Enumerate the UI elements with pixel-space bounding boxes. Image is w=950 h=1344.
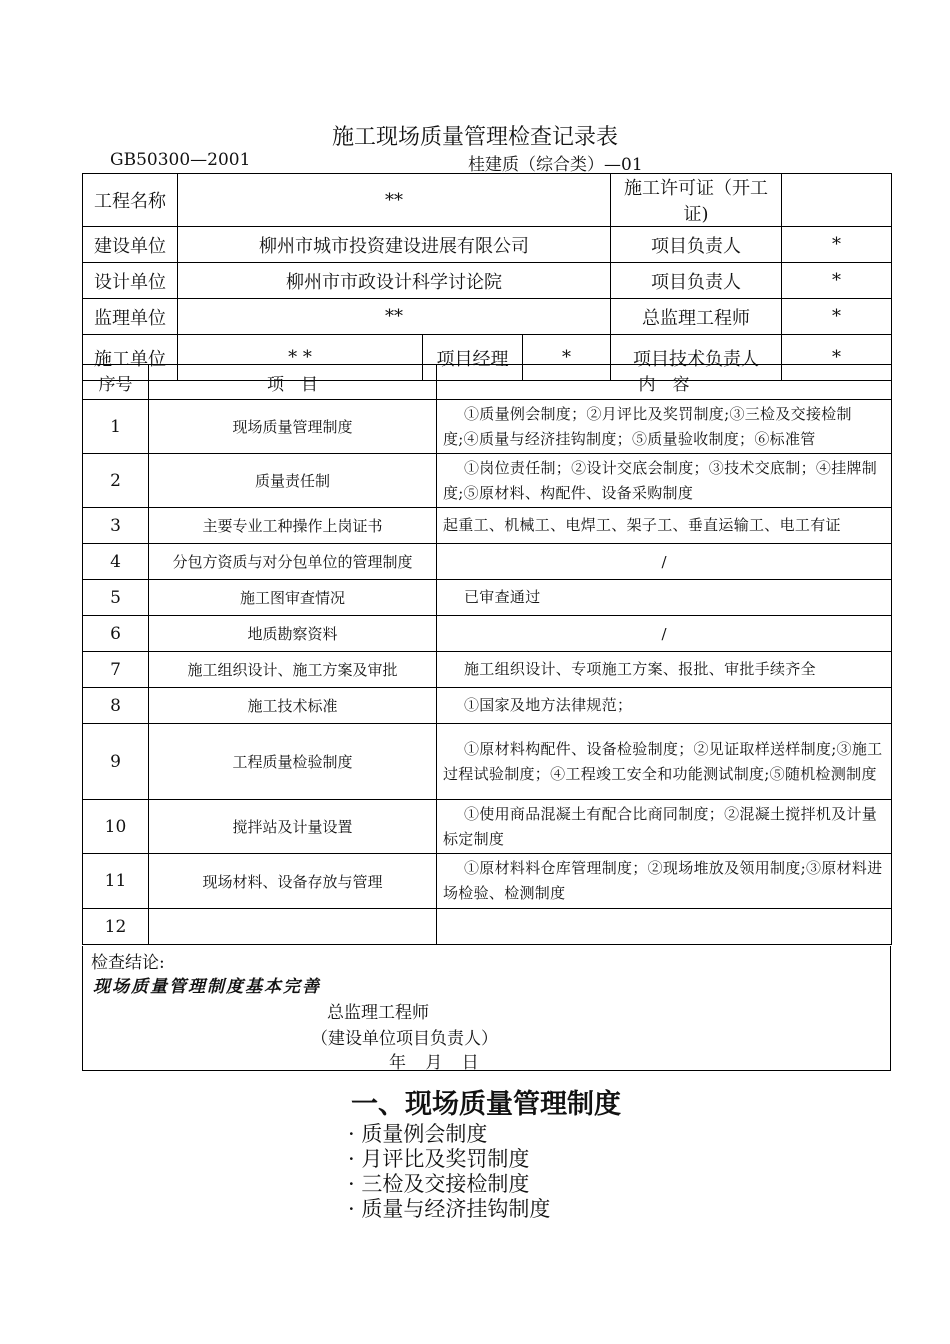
- info-value: *: [782, 299, 892, 335]
- info-label: 总监理工程师: [611, 299, 782, 335]
- info-value: *: [782, 335, 892, 381]
- header-number: 序号: [83, 365, 149, 400]
- row-content: /: [437, 616, 892, 652]
- info-row: [83, 174, 892, 227]
- row-number: 9: [83, 724, 149, 800]
- header-content: 内 容: [437, 365, 892, 400]
- info-value: *: [782, 227, 892, 263]
- row-number: 11: [83, 854, 149, 909]
- project-info-table: [82, 173, 892, 381]
- standard-code: GB50300—2001: [110, 150, 251, 170]
- info-row: [83, 227, 892, 263]
- row-item: 施工图审查情况: [149, 580, 437, 616]
- info-value: 柳州市市政设计科学讨论院: [178, 263, 611, 299]
- info-label: 项目负责人: [611, 263, 782, 299]
- row-content: 已审查通过: [437, 580, 892, 616]
- table-row: [83, 616, 892, 652]
- document-title: 施工现场质量管理检查记录表: [331, 125, 618, 150]
- row-item: 质量责任制: [149, 454, 437, 508]
- info-label: 监理单位: [83, 299, 178, 335]
- row-content: ①质量例会制度；②月评比及奖罚制度;③三检及交接检制度;④质量与经济挂钩制度；⑤质量验收制度；⑥标准管: [437, 400, 892, 454]
- row-number: 3: [83, 508, 149, 544]
- row-number: 8: [83, 688, 149, 724]
- row-number: 1: [83, 400, 149, 454]
- info-label: 建设单位: [83, 227, 178, 263]
- row-content: 起重工、机械工、电焊工、架子工、垂直运输工、电工有证: [437, 508, 892, 544]
- row-item: [149, 909, 437, 945]
- table-row: [83, 800, 892, 854]
- inspection-items-table: [82, 364, 892, 945]
- list-item: · 质量例会制度: [348, 1122, 488, 1146]
- row-content: ①使用商品混凝土有配合比商同制度；②混凝土搅拌机及计量标定制度: [437, 800, 892, 854]
- row-content: /: [437, 544, 892, 580]
- row-item: 主要专业工种操作上岗证书: [149, 508, 437, 544]
- row-content: ①原材料料仓库管理制度；②现场堆放及领用制度;③原材料进场检验、检测制度: [437, 854, 892, 909]
- table-row: [83, 909, 892, 945]
- row-content: ①国家及地方法律规范；: [437, 688, 892, 724]
- row-item: 分包方资质与对分包单位的管理制度: [149, 544, 437, 580]
- row-content: 施工组织设计、专项施工方案、报批、审批手续齐全: [437, 652, 892, 688]
- table-header-row: [83, 365, 892, 400]
- row-number: 6: [83, 616, 149, 652]
- info-value: * *: [178, 335, 423, 381]
- info-value: *: [782, 263, 892, 299]
- bullet-list: [348, 1122, 550, 1222]
- table-row: [83, 544, 892, 580]
- row-content: ①原材料构配件、设备检验制度；②见证取样送样制度;③施工过程试验制度；④工程竣工安全和功能测试制度;⑤随机检测制度: [437, 724, 892, 800]
- header-item: 项 目: [149, 365, 437, 400]
- row-item: 地质勘察资料: [149, 616, 437, 652]
- row-content: [437, 909, 892, 945]
- row-number: 10: [83, 800, 149, 854]
- row-number: 5: [83, 580, 149, 616]
- info-value: [782, 174, 892, 227]
- list-item: · 月评比及奖罚制度: [348, 1147, 530, 1171]
- info-row: [83, 299, 892, 335]
- row-item: 工程质量检验制度: [149, 724, 437, 800]
- info-label: 施工许可证（开工证): [611, 174, 782, 227]
- info-label: 施工单位: [83, 335, 178, 381]
- list-item: · 三检及交接检制度: [348, 1172, 530, 1196]
- info-label: 项目技术负责人: [611, 335, 782, 381]
- info-label: 项目负责人: [611, 227, 782, 263]
- info-value: **: [178, 174, 611, 227]
- table-row: [83, 688, 892, 724]
- table-row: [83, 652, 892, 688]
- conclusion-box: [82, 946, 891, 1071]
- table-row: [83, 724, 892, 800]
- table-row: [83, 400, 892, 454]
- info-value: 柳州市城市投资建设进展有限公司: [178, 227, 611, 263]
- section-heading: 一、现场质量管理制度: [351, 1089, 621, 1120]
- row-number: 2: [83, 454, 149, 508]
- row-item: 施工技术标准: [149, 688, 437, 724]
- info-value: *: [523, 335, 611, 381]
- table-row: [83, 854, 892, 909]
- signature-subtitle: （建设单位项目负责人）: [311, 1029, 498, 1049]
- info-value: **: [178, 299, 611, 335]
- row-number: 4: [83, 544, 149, 580]
- row-number: 12: [83, 909, 149, 945]
- row-item: 现场质量管理制度: [149, 400, 437, 454]
- form-code: 桂建质（综合类）—01: [468, 155, 643, 175]
- signature-title: 总监理工程师: [327, 1003, 429, 1023]
- table-row: [83, 454, 892, 508]
- info-label: 设计单位: [83, 263, 178, 299]
- row-item: 施工组织设计、施工方案及审批: [149, 652, 437, 688]
- conclusion-text: 现场质量管理制度基本完善: [93, 977, 321, 997]
- info-label: 工程名称: [83, 174, 178, 227]
- info-row: [83, 263, 892, 299]
- conclusion-label: 检查结论:: [91, 953, 165, 973]
- row-item: 现场材料、设备存放与管理: [149, 854, 437, 909]
- table-row: [83, 580, 892, 616]
- list-item: · 质量与经济挂钩制度: [348, 1197, 551, 1221]
- signature-date: 年 月 日: [389, 1053, 479, 1073]
- info-label: 项目经理: [423, 335, 523, 381]
- row-number: 7: [83, 652, 149, 688]
- row-item: 搅拌站及计量设置: [149, 800, 437, 854]
- table-row: [83, 508, 892, 544]
- row-content: ①岗位责任制；②设计交底会制度；③技术交底制；④挂牌制度;⑤原材料、构配件、设备采购制度: [437, 454, 892, 508]
